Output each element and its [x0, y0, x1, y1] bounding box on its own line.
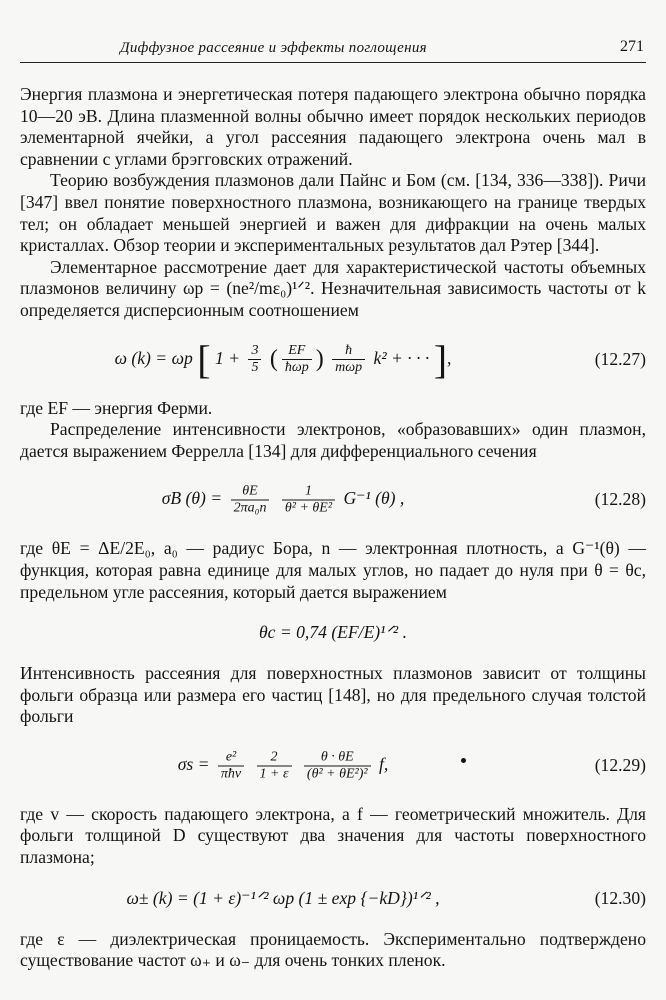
equation-body	[20, 749, 546, 782]
denominator: 2πa₀n	[233, 500, 267, 516]
fraction	[332, 343, 365, 376]
numerator: 1	[282, 484, 335, 501]
paragraph-4: где EF — энергия Ферми.	[20, 397, 213, 418]
equation-theta-c	[20, 613, 646, 653]
numerator: θE	[231, 484, 270, 501]
equation-12-30	[20, 879, 646, 919]
paragraph-3: Элементарное рассмотрение дает для характеристической частоты объемных плазмонов величину ωp = (ne²/mε₀)¹ᐟ². Незначительная зависимость частоты от k определяется дисперсионным соотношением	[20, 256, 646, 320]
fraction	[282, 484, 335, 517]
fraction	[231, 484, 270, 517]
denominator: θ² + θE²	[284, 500, 333, 516]
equation-body	[20, 484, 546, 517]
equation-number: (12.27)	[594, 348, 646, 369]
numerator: ħ	[332, 343, 365, 360]
equation-number: (12.28)	[594, 489, 646, 510]
denominator: πħv	[220, 766, 242, 782]
paragraph-7: Интенсивность рассеяния для поверхностных плазмонов зависит от толщины фольги образца или размера его частиц [148], но для предельного случая толстой фольги	[20, 663, 646, 727]
eq-lhs: ω (k) = ωp	[114, 347, 193, 368]
numerator: EF	[282, 343, 312, 360]
header-title: Диффузное рассеяние и эффекты поглощения	[120, 40, 427, 56]
running-header	[20, 38, 646, 63]
eq-tail: k² + · · ·	[373, 347, 430, 368]
fraction	[282, 343, 312, 376]
eq-lhs: σB (θ) =	[161, 488, 223, 509]
eq-lhs: σs =	[177, 753, 210, 774]
denominator: ħωp	[284, 360, 309, 376]
paragraph-2: Теорию возбуждения плазмонов дали Пайнс и Бом (см. [134, 336—338]). Ричи [347] ввел понятие поверхностного плазмона, возникающего на границе твердых тел; он обладает меньшей энергией и важен для дифракции на очень малых кристаллах. Обзор теории и экспериментальных результатов дал Рэтер [344].	[20, 170, 646, 256]
equation-12-27	[20, 332, 646, 388]
fraction	[248, 343, 261, 376]
fraction	[304, 749, 371, 782]
denominator: mωp	[335, 360, 363, 376]
equation-12-28	[20, 472, 646, 528]
equation-body: ω± (k) = (1 + ε)⁻¹ᐟ² ωp (1 ± exp {−kD})¹ᐟ² ,	[126, 887, 440, 908]
eq-tail: G⁻¹ (θ) ,	[343, 488, 405, 509]
paragraph-5: Распределение интенсивности электронов, «образовавших» один плазмон, дается выражением Феррелла [134] для дифференциального сечения	[20, 419, 646, 461]
denominator: 1 + ε	[259, 766, 289, 782]
equation-body: θc = 0,74 (EF/E)¹ᐟ² .	[259, 622, 407, 643]
equation-number: (12.30)	[594, 887, 646, 908]
page-body	[20, 84, 646, 972]
equation-body: ω (k) = ωp [ 1 + $\frac{3}{5}$ ( $\frac{EF}{\text{ħωp}}$ ) $\frac{ħ}{\text{mωp}}$ k² + · · · ],	[114, 336, 452, 382]
fraction	[218, 749, 244, 782]
equation-12-29	[20, 738, 646, 794]
eq-tail: f,	[379, 753, 389, 774]
eq-one-plus: 1 +	[214, 347, 241, 368]
numerator: e²	[218, 749, 244, 766]
denominator: (θ² + θE²)²	[306, 766, 368, 782]
numerator: θ · θE	[304, 749, 371, 766]
numerator: 2	[257, 749, 292, 766]
paragraph-8: где v — скорость падающего электрона, а f — геометрический множитель. Для фольги толщиной D существуют два значения для частоты поверхностного плазмона;	[20, 803, 646, 868]
fraction	[257, 749, 292, 782]
equation-number: (12.29)	[594, 755, 646, 776]
denominator: 5	[251, 360, 259, 376]
page-number: 271	[620, 38, 644, 55]
numerator: 3	[248, 343, 261, 360]
paragraph-1: Энергия плазмона и энергетическая потеря падающего электрона обычно порядка 10—20 эВ. Длина плазменной волны обычно имеет порядок нескольких периодов элементарной ячейки, а угол рассеяния падающего электрона очень мал в сравнении с углами брэгговских отражений.	[20, 84, 646, 169]
paragraph-9: где ε — диэлектрическая проницаемость. Экспериментально подтверждено существование частот ω₊ и ω₋ для очень тонких пленок.	[20, 928, 646, 971]
paragraph-6: где θE = ΔE/2E₀, a₀ — радиус Бора, n — электронная плотность, а G⁻¹(θ) — функция, которая равна единице для малых углов, но падает до нуля при θ = θc, предельном угле рассеяния, который дается выражением	[20, 538, 646, 602]
ink-dot-mark	[461, 758, 466, 763]
